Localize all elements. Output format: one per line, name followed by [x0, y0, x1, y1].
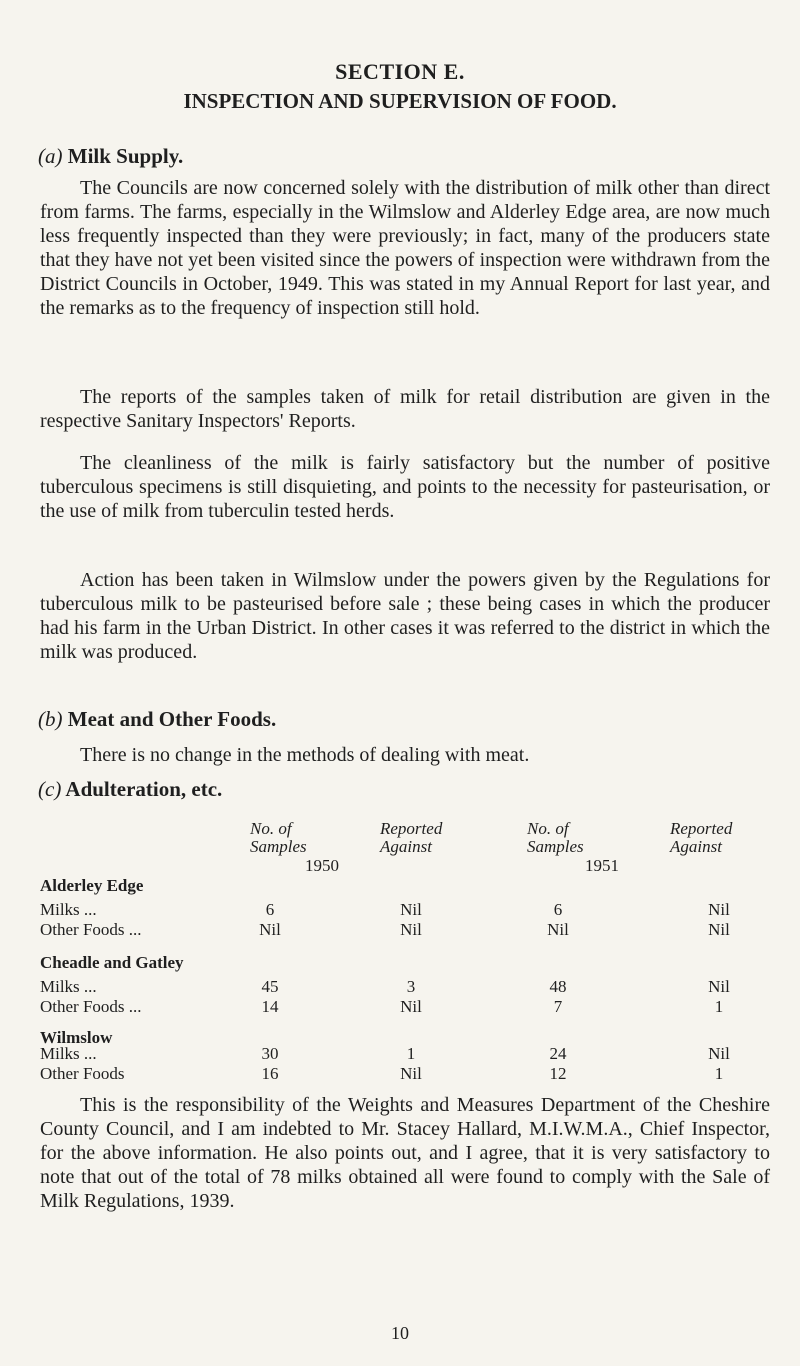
table-cell: 14: [261, 997, 279, 1016]
table-cell: Nil: [547, 920, 569, 939]
col-header-line: Against: [670, 837, 722, 856]
adulteration-heading: [38, 777, 222, 802]
year-1951: 1951: [585, 856, 619, 875]
col-header-line: No. of: [250, 819, 292, 838]
table-cell: 3: [406, 977, 416, 996]
milk-paragraph-2: The reports of the samples taken of milk for retail distribution are given in the respective Sanitary Inspectors' Reports.: [40, 386, 770, 432]
table-cell: 24: [549, 1044, 567, 1063]
row-label: Other Foods ...: [40, 920, 142, 939]
milk-supply-heading: [38, 144, 183, 169]
col-header-line: Reported: [670, 819, 733, 838]
meat-paragraph: There is no change in the methods of dealing with meat.: [80, 744, 530, 766]
table-cell: Nil: [708, 900, 730, 919]
col-header-line: Reported: [380, 819, 443, 838]
meat-title: Meat and Other Foods.: [67, 707, 277, 731]
col-header-line: Samples: [250, 837, 307, 856]
page-title: INSPECTION AND SUPERVISION OF FOOD.: [183, 89, 617, 113]
group-alderley-edge: Alderley Edge: [40, 876, 144, 895]
table-cell: 16: [261, 1064, 279, 1083]
milk-supply-title: Milk Supply.: [67, 144, 184, 168]
table-cell: Nil: [400, 1064, 422, 1083]
group-wilmslow: Wilmslow: [40, 1028, 113, 1047]
row-label: Milks ...: [40, 900, 97, 919]
adulteration-title: Adulteration, etc.: [65, 777, 223, 801]
table-cell: 30: [261, 1044, 279, 1063]
col-header-line: Samples: [527, 837, 584, 856]
col-header-reported-1950: [380, 820, 442, 856]
table-cell: Nil: [400, 997, 422, 1016]
table-cell: 6: [265, 900, 275, 919]
year-1950: 1950: [305, 856, 339, 875]
group-cheadle-gatley: Cheadle and Gatley: [40, 953, 184, 972]
row-label: Other Foods ...: [40, 997, 142, 1016]
table-cell: 1: [714, 997, 724, 1016]
row-label: Other Foods: [40, 1064, 125, 1083]
milk-paragraph-4: Action has been taken in Wilmslow under the powers given by the Regulations for tuberculous milk to be pasteurised before sale ; these being cases in which the producer had his farm in the Urban District. In other cases it was referred to the district in which the milk was produced.: [40, 569, 770, 663]
table-cell: 7: [553, 997, 563, 1016]
meat-letter: (b): [38, 707, 63, 731]
table-cell: 45: [261, 977, 279, 996]
adulteration-paragraph: This is the responsibility of the Weights and Measures Department of the Cheshire County Council, and I am indebted to Mr. Stacey Hallard, M.I.W.M.A., Chief Inspector, for the above information. He also points out, and I agree, that it is very satisfactory to note that out of the total of 78 milks obtained all were found to comply with the Sale of Milk Regulations, 1939.: [40, 1094, 770, 1212]
milk-paragraph-3: The cleanliness of the milk is fairly satisfactory but the number of positive tuberculous specimens is still disquieting, and points to the necessity for pasteurisation, or the use of milk from tuberculin tested herds.: [40, 452, 770, 522]
table-cell: Nil: [708, 977, 730, 996]
col-header-samples-1950: [250, 820, 307, 856]
row-label: Milks ...: [40, 977, 97, 996]
table-cell: 6: [553, 900, 563, 919]
milk-supply-letter: (a): [38, 144, 63, 168]
col-header-line: No. of: [527, 819, 569, 838]
section-label: SECTION E.: [335, 59, 465, 84]
table-cell: 1: [406, 1044, 416, 1063]
table-cell: Nil: [400, 900, 422, 919]
meat-heading: [38, 707, 276, 732]
col-header-samples-1951: [527, 820, 584, 856]
adulteration-table: [40, 819, 780, 1083]
col-header-line: Against: [380, 837, 432, 856]
table-cell: 1: [714, 1064, 724, 1083]
row-label: Milks ...: [40, 1044, 97, 1063]
table-cell: 12: [549, 1064, 567, 1083]
table-cell: Nil: [708, 1044, 730, 1063]
table-cell: Nil: [259, 920, 281, 939]
page-number: 10: [391, 1323, 409, 1343]
adulteration-letter: (c): [38, 777, 62, 801]
table-cell: Nil: [708, 920, 730, 939]
table-cell: Nil: [400, 920, 422, 939]
table-cell: 48: [549, 977, 567, 996]
col-header-reported-1951: [670, 820, 732, 856]
milk-paragraph-1: The Councils are now concerned solely with the distribution of milk other than direct from farms. The farms, especially in the Wilmslow and Alderley Edge area, are now much less frequently inspected than they were previously; in fact, many of the producers state that they have not yet been visited since the powers of inspection were withdrawn from the District Councils in October, 1949. This was stated in my Annual Report for last year, and the remarks as to the frequency of inspection still hold.: [40, 177, 770, 319]
